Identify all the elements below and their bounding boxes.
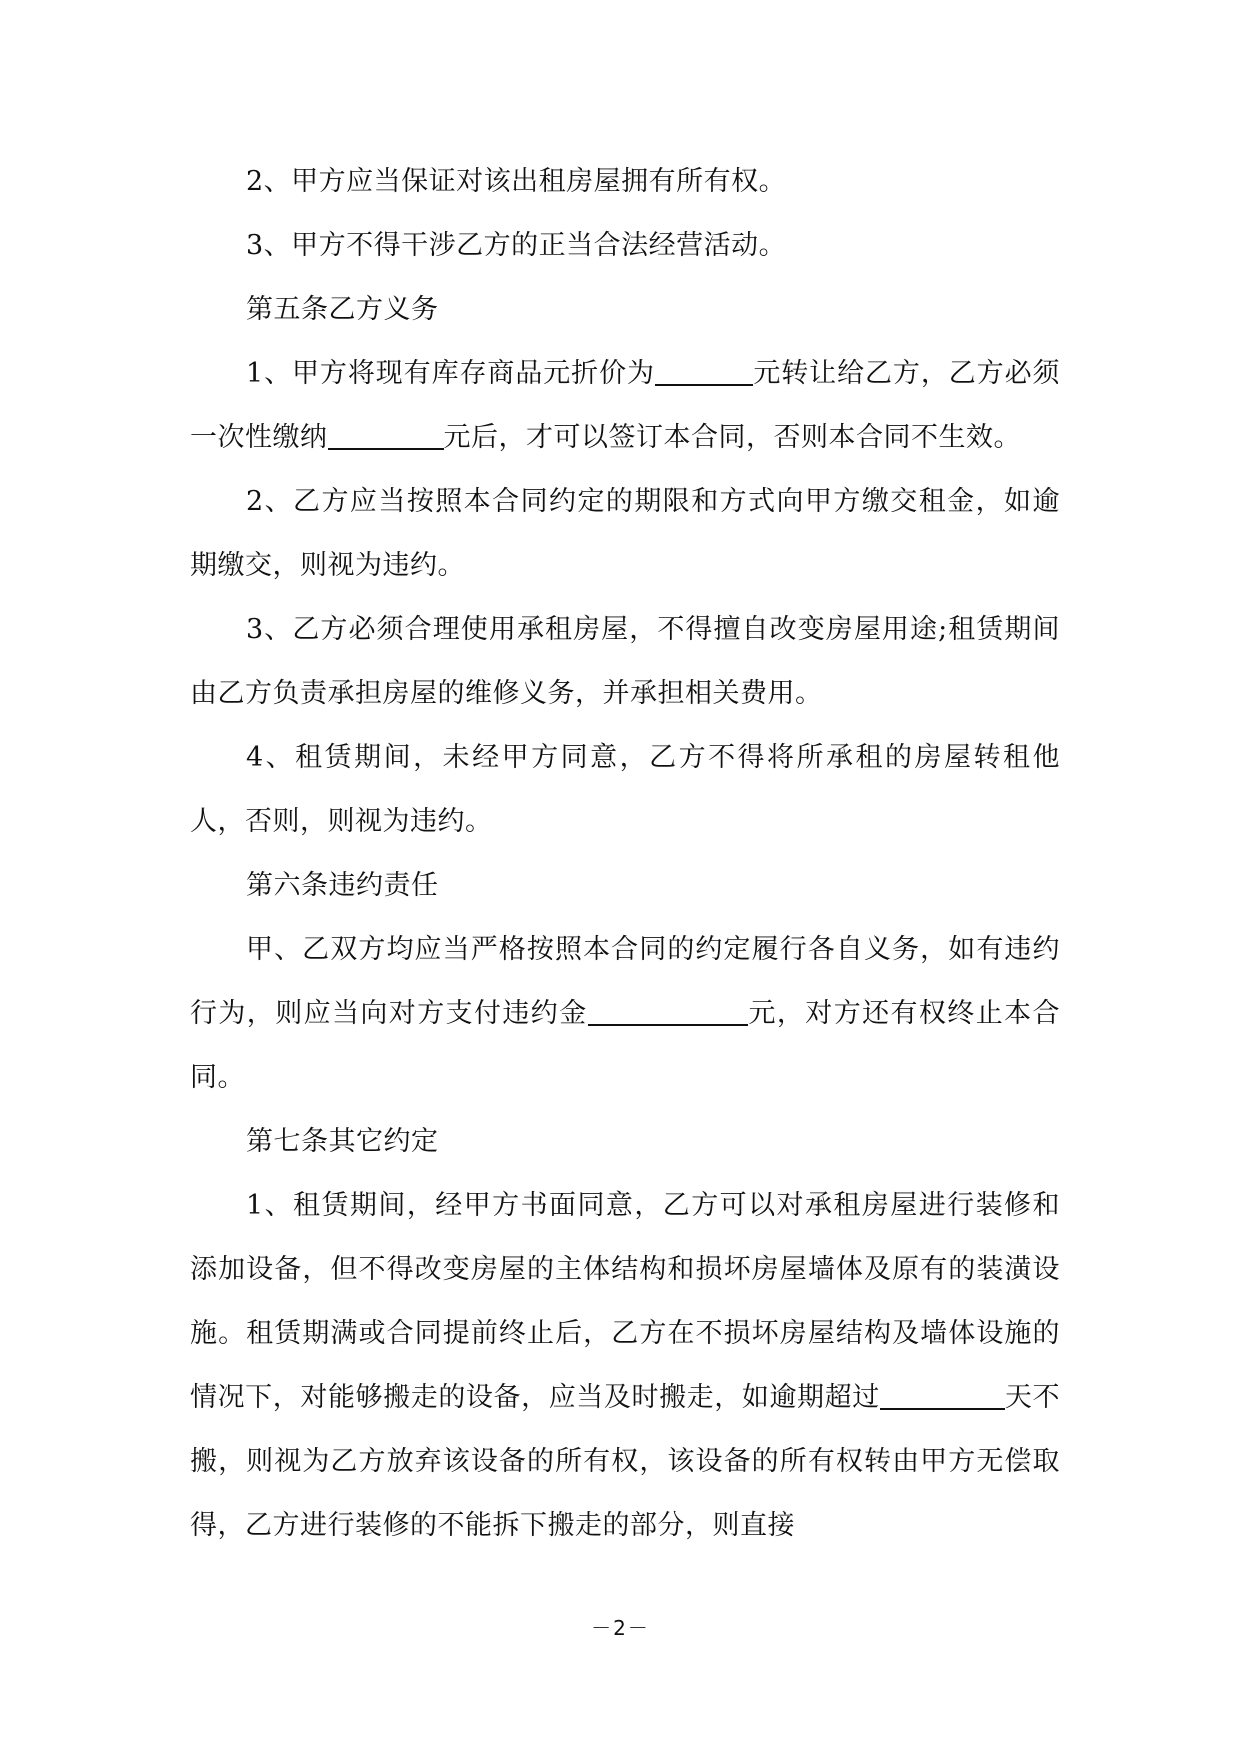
section-heading-article-5: 第五条乙方义务 bbox=[246, 294, 439, 325]
page-number: －2－ bbox=[591, 1616, 650, 1640]
fill-blank-price bbox=[655, 354, 753, 386]
paragraph-text: 天不搬，则视为乙方放弃该设备的所有权，该设备的所有权转由甲方无偿取得，乙方进行装修的不能拆下搬走的部分，则直接 bbox=[190, 1382, 1061, 1541]
paragraph-text: 元转让给乙方，乙方必须一次性缴纳 bbox=[190, 358, 1060, 453]
paragraph-renovation bbox=[190, 1174, 1060, 1558]
paragraph-no-sublease: 4、租赁期间，未经甲方同意，乙方不得将所承租的房屋转租他人，否则，则视为违约。 bbox=[190, 742, 1060, 837]
paragraph-rent-payment: 2、乙方应当按照本合同约定的期限和方式向甲方缴交租金，如逾期缴交，则视为违约。 bbox=[190, 486, 1060, 581]
fill-blank-payment bbox=[328, 418, 444, 450]
paragraph-text: 1、甲方将现有库存商品元折价为 bbox=[246, 358, 655, 389]
contract-body bbox=[190, 150, 1060, 1558]
paragraph-landlord-noninterference: 3、甲方不得干涉乙方的正当合法经营活动。 bbox=[246, 230, 787, 261]
section-heading-article-6: 第六条违约责任 bbox=[246, 870, 439, 901]
fill-blank-penalty bbox=[588, 994, 748, 1026]
fill-blank-days bbox=[880, 1378, 1005, 1410]
paragraph-reasonable-use: 3、乙方必须合理使用承租房屋，不得擅自改变房屋用途;租赁期间由乙方负责承担房屋的维修义务，并承担相关费用。 bbox=[190, 614, 1060, 709]
section-heading-article-7: 第七条其它约定 bbox=[246, 1126, 439, 1157]
paragraph-inventory-transfer bbox=[190, 342, 1060, 470]
paragraph-landlord-ownership: 2、甲方应当保证对该出租房屋拥有所有权。 bbox=[246, 166, 787, 197]
paragraph-text: 1、租赁期间，经甲方书面同意，乙方可以对承租房屋进行装修和添加设备，但不得改变房屋的主体结构和损坏房屋墙体及原有的装潢设施。租赁期满或合同提前终止后，乙方在不损坏房屋结构及墙体设施的情况下，对能够搬走的设备，应当及时搬走，如逾期超过 bbox=[190, 1190, 1060, 1413]
paragraph-text: 元后，才可以签订本合同，否则本合同不生效。 bbox=[443, 422, 1021, 453]
paragraph-text: 甲、乙双方均应当严格按照本合同的约定履行各自义务，如有违约行为，则应当向对方支付违约金 bbox=[190, 934, 1060, 1029]
paragraph-text: 元，对方还有权终止本合同。 bbox=[190, 998, 1061, 1093]
paragraph-breach-liability bbox=[190, 918, 1060, 1110]
